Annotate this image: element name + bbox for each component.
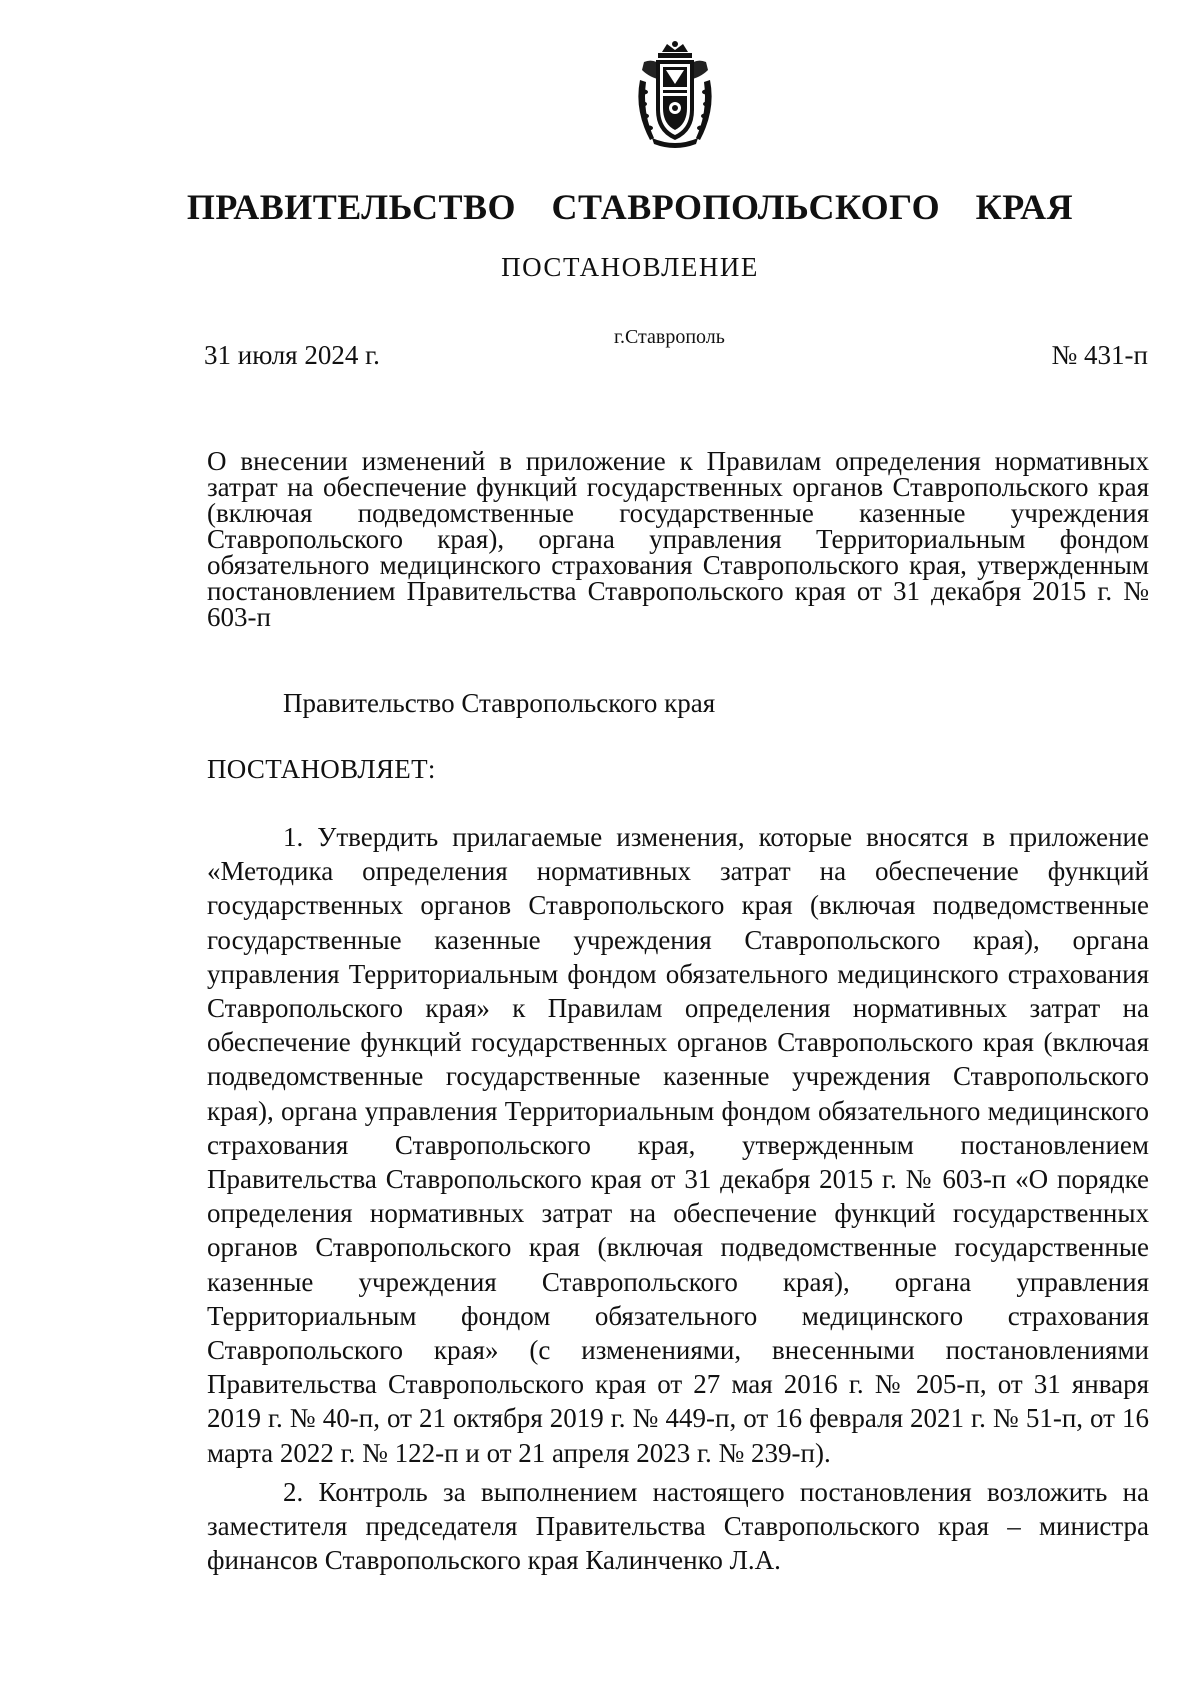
coat-of-arms-icon [632,40,718,150]
issuing-authority: ПРАВИТЕЛЬСТВО СТАВРОПОЛЬСКОГО КРАЯ [186,187,1074,227]
issue-date: 31 июля 2024 г. [204,340,380,370]
paragraph-2: 2. Контроль за выполнением настоящего постановления возложить на заместителя председателя Правительства Ставропольского края – министра финансов Ставропольского края Калинченко Л.А. [207,1477,1149,1576]
government-line: Правительство Ставропольского края [283,688,716,718]
paragraph-1: 1. Утвердить прилагаемые изменения, которые вносятся в приложение «Методика определения нормативных затрат на обеспечение функций государственных органов Ставропольского края (включая подведомственные государственные казенные учреждения Ставропольского края), органа управления Территориальным фондом обязательного медицинского страхования Ставропольского края» к Правилам определения нормативных затрат на обеспечение функций государственных органов Ставропольского края (включая подведомственные государственные казенные учреждения Ставропольского края), органа управления Территориальным фондом обязательного медицинского страхования Ставропольского края, утвержденным постановлением Правительства Ставропольского края от 31 декабря 2015 г. № 603-п «О порядке определения нормативных затрат на обеспечение функций государственных органов Ставропольского края (включая подведомственные государственные казенные учреждения Ставропольского края), органа управления Территориальным фондом обязательного медицинского страхования Ставропольского края» (с изменениями, внесенными постановлениями Правительства Ставропольского края от 27 мая 2016 г. № 205-п, от 31 января 2019 г. № 40-п, от 21 октября 2019 г. № 449-п, от 16 февраля 2021 г. № 51-п, от 16 марта 2022 г. № 122-п и от 21 апреля 2023 г. № 239-п). [207,822,1149,1468]
document-subject: О внесении изменений в приложение к Правилам определения нормативных затрат на обеспечение функций государственных органов Ставропольского края (включая подведомственные государственные казенные учреждения Ставропольского края), органа управления Территориальным фондом обязательного медицинского страхования Ставропольского края, утвержденным постановлением Правительства Ставропольского края от 31 декабря 2015 г. № 603-п [207,446,1149,632]
decree-word: ПОСТАНОВЛЯЕТ: [207,754,436,784]
document-type: ПОСТАНОВЛЕНИЕ [501,252,759,282]
document-number: № 431-п [1051,340,1148,370]
issue-city: г.Ставрополь [614,326,725,348]
